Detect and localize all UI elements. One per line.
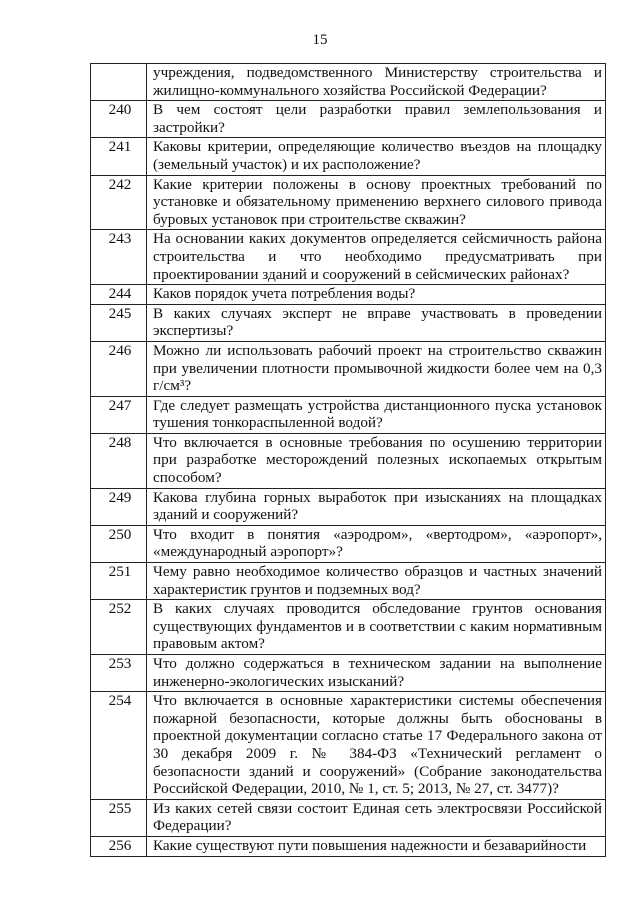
row-question: Где следует размещать устройства дистанционного пуска установок тушения тонкораспыленной водой? — [147, 396, 606, 433]
row-number: 250 — [91, 525, 147, 562]
table-row — [91, 230, 606, 285]
row-question: Что включается в основные характеристики системы обеспечения пожарной безопасности, которые должны быть обоснованы в проектной документации согласно статье 17 Федерального закона от 30 декабря 2009 г. № 384-ФЗ «Технический регламент о безопасности зданий и сооружений» (Собрание законодательства Российской Федерации, 2010, № 1, ст. 5; 2013, № 27, ст. 3477)? — [147, 692, 606, 800]
row-question: Какие существуют пути повышения надежности и безаварийности — [147, 836, 606, 856]
table-row — [91, 488, 606, 525]
table-row — [91, 692, 606, 800]
row-question: Каковы критерии, определяющие количество въездов на площадку (земельный участок) и их расположение? — [147, 138, 606, 175]
row-question: Какие критерии положены в основу проектных требований по установке и обязательному применению верхнего силового привода буровых установок при строительстве скважин? — [147, 175, 606, 230]
table-row — [91, 525, 606, 562]
table-row — [91, 433, 606, 488]
row-question: Каков порядок учета потребления воды? — [147, 285, 606, 305]
row-number: 243 — [91, 230, 147, 285]
table-row — [91, 341, 606, 396]
table-row — [91, 799, 606, 836]
table-row — [91, 600, 606, 655]
page-number: 15 — [312, 32, 328, 48]
row-question: Что должно содержаться в техническом задании на выполнение инженерно-экологических изысканий? — [147, 655, 606, 692]
table-row — [91, 101, 606, 138]
row-question: Из каких сетей связи состоит Единая сеть электросвязи Российской Федерации? — [147, 799, 606, 836]
row-question: Какова глубина горных выработок при изысканиях на площадках зданий и сооружений? — [147, 488, 606, 525]
row-question: учреждения, подведомственного Министерству строительства и жилищно-коммунального хозяйства Российской Федерации? — [147, 64, 606, 101]
row-number: 248 — [91, 433, 147, 488]
table-row — [91, 655, 606, 692]
row-question: В каких случаях эксперт не вправе участвовать в проведении экспертизы? — [147, 304, 606, 341]
row-number: 242 — [91, 175, 147, 230]
row-number: 247 — [91, 396, 147, 433]
row-question: Чему равно необходимое количество образцов и частных значений характеристик грунтов и подземных вод? — [147, 563, 606, 600]
table-row — [91, 563, 606, 600]
row-number: 256 — [91, 836, 147, 856]
row-number: 252 — [91, 600, 147, 655]
row-number: 244 — [91, 285, 147, 305]
row-number: 241 — [91, 138, 147, 175]
table-row — [91, 304, 606, 341]
row-number: 255 — [91, 799, 147, 836]
row-number: 254 — [91, 692, 147, 800]
row-number: 240 — [91, 101, 147, 138]
row-question: В чем состоят цели разработки правил землепользования и застройки? — [147, 101, 606, 138]
table-row — [91, 285, 606, 305]
row-number: 245 — [91, 304, 147, 341]
table-row — [91, 64, 606, 101]
row-question: Что включается в основные требования по осушению территории при разработке месторождений полезных ископаемых открытым способом? — [147, 433, 606, 488]
table-row — [91, 138, 606, 175]
row-question: На основании каких документов определяется сейсмичность района строительства и что необходимо предусматривать при проектировании зданий и сооружений в сейсмических районах? — [147, 230, 606, 285]
row-number: 249 — [91, 488, 147, 525]
row-question: Что входит в понятия «аэродром», «вертодром», «аэропорт», «международный аэропорт»? — [147, 525, 606, 562]
row-number: 246 — [91, 341, 147, 396]
questions-table — [90, 63, 606, 857]
table-row — [91, 836, 606, 856]
table-row — [91, 396, 606, 433]
row-number — [91, 64, 147, 101]
row-question: В каких случаях проводится обследование грунтов основания существующих фундаментов и в соответствии с каким нормативным правовым актом? — [147, 600, 606, 655]
row-question: Можно ли использовать рабочий проект на строительство скважин при увеличении плотности промывочной жидкости более чем на 0,3 г/см³? — [147, 341, 606, 396]
row-number: 251 — [91, 563, 147, 600]
table-row — [91, 175, 606, 230]
row-number: 253 — [91, 655, 147, 692]
